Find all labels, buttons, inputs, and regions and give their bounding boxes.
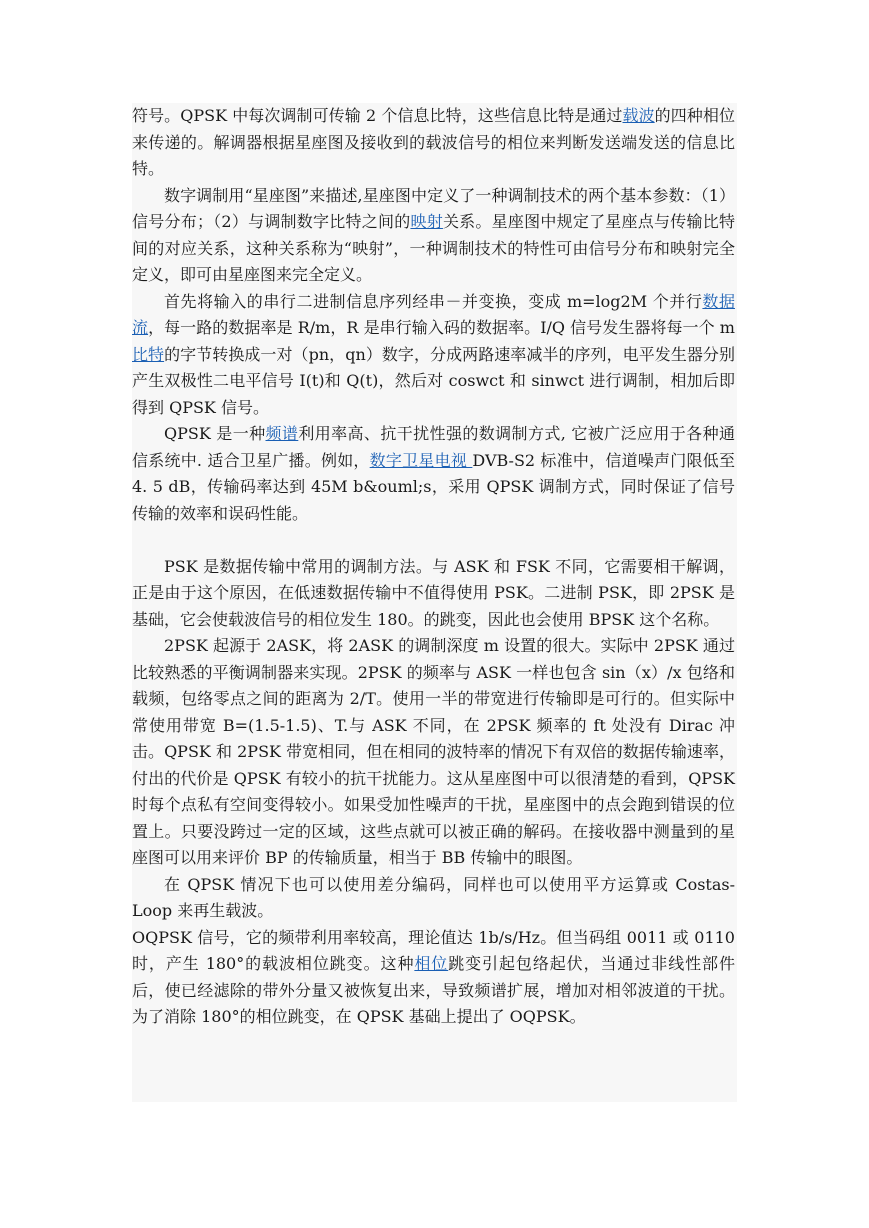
paragraph	[132, 554, 735, 634]
article-body	[132, 103, 737, 1102]
inline-link[interactable]: 比特	[132, 344, 165, 364]
paragraph-text: OQPSK 信号，它的频带利用率较高，理论值达 1b/s/Hz。但当码组 0011 或 0110 时，产生 180°的载波相位跳变。这种	[132, 927, 735, 973]
paragraph	[132, 633, 735, 872]
paragraph-spacer	[132, 527, 735, 554]
paragraph	[132, 183, 735, 289]
paragraph-text: 的四种相位来传递的。解调器根据星座图及接收到的载波信号的相位来判断发送端发送的信息比特。	[132, 106, 735, 178]
paragraph-text: 2PSK 起源于 2ASK，将 2ASK 的调制深度 m 设置的很大。实际中 2PSK 通过比较熟悉的平衡调制器来实现。2PSK 的频率与 ASK 一样也包含 sin（x）/x 包络和载频，包络零点之间的距离为 2/T。使用一半的带宽进行传输即是可行的。但实际中常使用带宽 B=(1.5-1.5)、T.与 ASK 不同，在 2PSK 频率的 ft 处没有 Dirac 冲击。QPSK 和 2PSK 带宽相同，但在相同的波特率的情况下有双倍的数据传输速率，付出的代价是 QPSK 有较小的抗干扰能力。这从星座图中可以很清楚的看到，QPSK 时每个点私有空间变得较小。如果受加性噪声的干扰，星座图中的点会跑到错误的位置上。只要没跨过一定的区域，这些点就可以被正确的解码。在接收器中测量到的星座图可以用来评价 BP 的传输质量，相当于 BB 传输中的眼图。	[132, 636, 735, 867]
inline-link[interactable]: 频谱	[265, 424, 299, 443]
paragraph-text: DVB-S2 标准中，信道噪声门限低至 4. 5 dB，传输码率达到 45M b&ouml;s，采用 QPSK 调制方式，同时保证了信号传输的效率和误码性能。	[132, 450, 735, 523]
paragraph-text: PSK 是数据传输中常用的调制方法。与 ASK 和 FSK 不同，它需要相干解调，正是由于这个原因，在低速数据传输中不值得使用 PSK。二进制 PSK，即 2PSK 是基础，它会使载波信号的相位发生 180。的跳变，因此也会使用 BPSK 这个名称。	[132, 556, 735, 629]
paragraph-text: 在 QPSK 情况下也可以使用差分编码，同样也可以使用平方运算或 Costas-Loop 来再生载波。	[132, 874, 735, 920]
paragraph-text: 利用率高、抗干扰性强的数调制方式, 它被广泛应用于各种通信系统中. 适合卫星广播。例如，	[132, 424, 735, 470]
paragraph	[132, 872, 735, 925]
inline-link[interactable]: 数据流	[132, 291, 735, 337]
inline-link[interactable]: 相位	[414, 954, 449, 973]
inline-link[interactable]: 数字卫星电视	[369, 450, 473, 470]
paragraph-text: 跳变引起包络起伏，当通过非线性部件后，使已经滤除的带外分量又被恢复出来，导致频谱扩展，增加对相邻波道的干扰。为了消除 180°的相位跳变，在 QPSK 基础上提出了 OQPSK。	[132, 954, 735, 1026]
paragraph-text: 的字节转换成一对（pn，qn）数字，分成两路速率减半的序列，电平发生器分别产生双极性二电平信号 I(t)和 Q(t)，然后对 coswct 和 sinwct 进行调制，相加后即得到 QPSK 信号。	[132, 344, 735, 417]
paragraph-text: 首先将输入的串行二进制信息序列经串－并变换，变成 m=log2M 个并行	[164, 291, 703, 311]
paragraph	[132, 103, 735, 183]
paragraph-text: 数字调制用“星座图”来描述,星座图中定义了一种调制技术的两个基本参数：（1）信号分布；（2）与调制数字比特之间的	[132, 185, 735, 231]
paragraph-text: ，每一路的数据率是 R/m，R 是串行输入码的数据率。I/Q 信号发生器将每一个 m	[148, 318, 735, 337]
paragraph-text: 符号。QPSK 中每次调制可传输 2 个信息比特，这些信息比特是通过	[132, 106, 623, 125]
inline-link[interactable]: 映射	[410, 212, 443, 231]
paragraph	[132, 421, 735, 527]
paragraph-text: 关系。星座图中规定了星座点与传输比特间的对应关系，这种关系称为“映射”，一种调制技术的特性可由信号分布和映射完全定义，即可由星座图来完全定义。	[132, 212, 735, 284]
paragraph	[132, 289, 735, 422]
inline-link[interactable]: 载波	[622, 106, 655, 125]
paragraph-text: QPSK 是一种	[164, 424, 266, 443]
paragraph	[132, 925, 735, 1031]
